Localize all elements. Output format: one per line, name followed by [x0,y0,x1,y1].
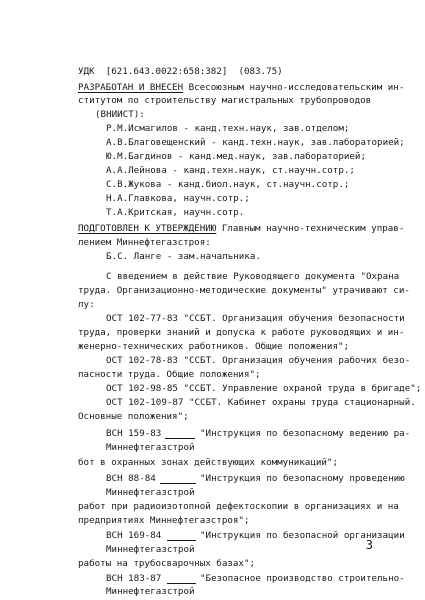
vsn-code: ВСН 183-87 [106,573,162,584]
body-line: ОСТ 102-98-85 "ССБТ. Управление охраной труда в бригаде"; [106,383,422,394]
developed-prefix: РАЗРАБОТАН И ВНЕСЕН [78,82,184,93]
page-number: 3 [365,538,373,552]
udk-label: УДК [78,66,95,77]
author-line: А.В.Благовещенский - канд.техн.наук, зав.лабораторией; [106,137,405,148]
developed-line-1 [78,82,404,94]
body-line: ОСТ 102-77-83 "ССБТ. Организация обучения безопасности [106,313,405,324]
udk-value: [621.643.0022:658:382] (083.75) [105,66,283,77]
vsn-issuer: Миннефтегазстрой [106,544,195,555]
vsn-title-line [106,573,161,585]
vsn-rest-2: предприятиях Миннефтегазстроя"; [78,515,250,526]
vsn-underline [167,540,196,541]
body-line: С введением в действие Руководящего документа "Охрана [106,271,400,282]
prepared-prefix: ПОДГОТОВЛЕН К УТВЕРЖДЕНИЮ [78,223,217,234]
author-line: А.А.Лейнова - канд.техн.наук, ст.научн.сотр.; [106,165,355,176]
developed-line-2: ститутом по строительству магистральных трубопроводов [78,95,372,106]
author-line: Ю.М.Багдинов - канд.мед.наук, зав.лабораторией; [106,151,366,162]
vsn-underline [160,483,196,484]
vsn-title-start: "Инструкция по безопасному проведению [200,473,405,484]
prepared-line-3: Б.С. Ланге - зам.начальника. [106,251,261,262]
author-line: С.В.Жукова - канд.биол.наук, ст.научн.сотр.; [106,179,350,190]
vsn-code: ВСН 159-83 [106,428,162,439]
udk-line [78,66,283,78]
author-line: Н.А.Главкова, научн.сотр.; [106,193,250,204]
vsn-code: ВСН 169-84 [106,530,162,541]
prepared-line-2: лением Миннефтегазстроя: [78,237,211,248]
vsn-issuer: Миннефтегазстрой [106,442,195,453]
author-line: Т.А.Критская, научн.сотр. [106,207,245,218]
body-line: ОСТ 102-109-87 "ССБТ. Кабинет охраны труда стационарный. [106,397,416,408]
vsn-rest: бот в охранных зонах действующих коммуникаций"; [78,457,338,468]
author-line: Р.М.Исмагилов - канд.техн.наук, зав.отделом; [106,123,350,134]
body-line: труда, проверки знаний и допуска к работе руководящих и ин- [78,327,405,338]
vsn-title-start: "Инструкция по безопасному ведению ра- [200,428,411,439]
developed-line1-rest: Всесоюзным научно-исследовательским ин- [183,82,405,93]
vsn-code: ВСН 88-84 [106,473,156,484]
vsn-issuer: Миннефтегазстрой [106,487,195,498]
vsn-title-line [106,473,156,485]
developed-line-3: (ВНИИСТ): [95,109,145,120]
vsn-rest: работы на трубосварочных базах"; [78,558,256,569]
body-line: лу: [78,299,95,310]
prepared-line-1 [78,223,404,235]
vsn-underline [167,583,196,584]
vsn-title-start: "Безопасное производство строительно- [200,573,405,584]
vsn-underline [165,438,195,439]
vsn-title-line [106,428,161,440]
vsn-title-line [106,530,161,542]
vsn-rest: работ при радиоизотопной дефектоскопии в организациях и на [78,501,399,512]
body-line: пасности труда. Общие положения"; [78,369,261,380]
body-line: Основные положения"; [78,411,189,422]
prepared-line1-rest: Главным научно-техническим управ- [216,223,405,234]
body-line: труда. Организационно-методические документы" утрачивают си- [78,285,410,296]
vsn-issuer: Миннефтегазстрой [106,586,195,597]
body-line: ОСТ 102-78-83 "ССБТ. Организация обучения рабочих безо- [106,355,411,366]
body-line: женерно-технических работников. Общие положения"; [78,341,350,352]
vsn-title-start: "Инструкция по безопасной организации [200,530,405,541]
